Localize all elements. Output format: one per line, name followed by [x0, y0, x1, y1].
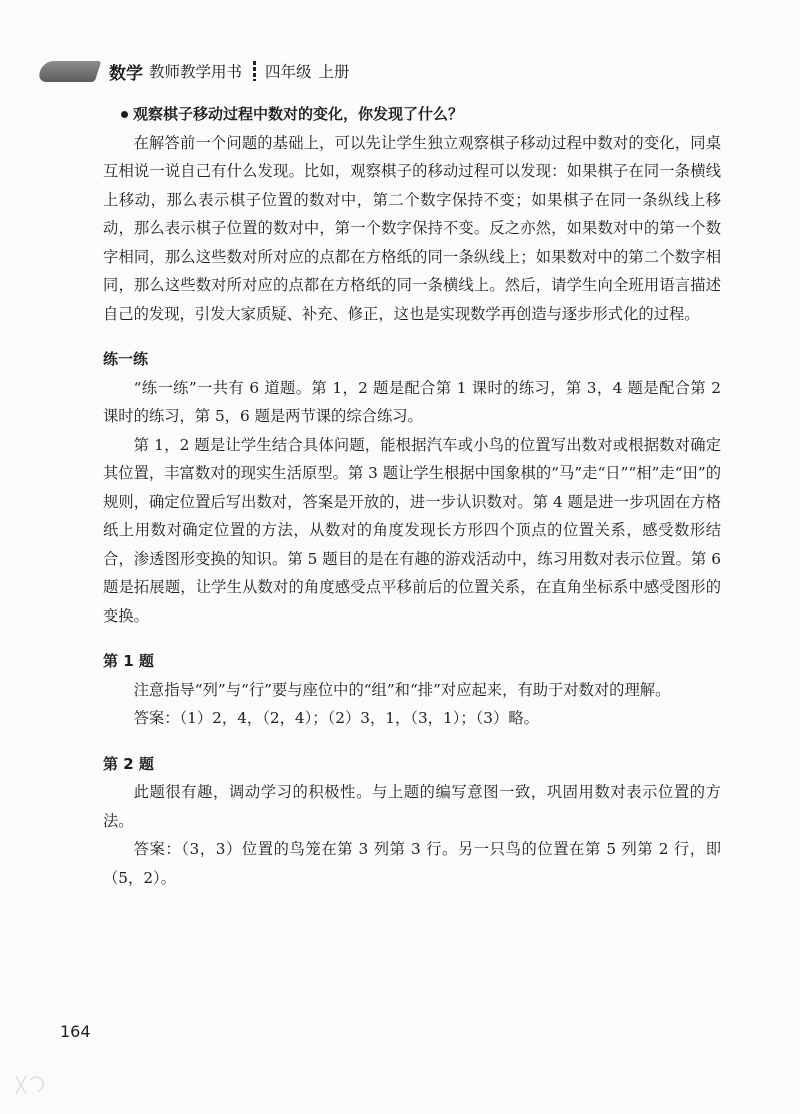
q1-answer: 答案：（1）2，4，（2，4）；（2）3，1，（3，1）；（3）略。: [133, 709, 539, 727]
q1-title: 第 1 题: [103, 652, 154, 670]
practice-paragraph-1: “练一练”一共有 6 道题。第 1，2 题是配合第 1 课时的练习，第 3，4 题是配合第 2 课时的练习，第 5，6 题是两节课的综合练习。: [103, 378, 721, 425]
page-number: 164: [60, 1022, 91, 1041]
running-header: [109, 57, 350, 85]
practice-title: 练一练: [103, 350, 149, 368]
q2-title: 第 2 题: [103, 754, 154, 773]
practice-paragraph-2: 第 1，2 题是让学生结合具体问题，能根据汽车或小鸟的位置写出数对或根据数对确定其位置，丰富数对的现实生活原型。第 3 题让学生根据中国象棋的“马”走“日”“相”走“田”的规则，确定位置后写出数对，答案是开放的，进一步认识数对。第 4 题是进一步巩固在方格纸上用数对确定位置的方法，从数对的角度发现长方形四个顶点的位置关系，感受数形结合，渗透图形变换的知识。第 5 题目的是在有趣的游戏活动中，练习用数对表示位置。第 6 题是拓展题，让学生从数对的角度感受点平移前后的位置关系，在直角坐标系中感受图形的变换。: [103, 435, 721, 625]
header-decoration-bar: [37, 61, 102, 82]
observe-paragraph: 在解答前一个问题的基础上，可以先让学生独立观察棋子移动过程中数对的变化，同桌互相说一说自己有什么发现。比如，观察棋子的移动过程可以发现：如果棋子在同一条横线上移动，那么表示棋子位置的数对中，第二个数字保持不变；如果棋子在同一条纵线上移动，那么表示棋子位置的数对中，第一个数字保持不变。反之亦然，如果数对中的第一个数字相同，那么这些数对所对应的点都在方格纸的同一条纵线上；如果数对中的第二个数字相同，那么这些数对所对应的点都在方格纸的同一条横线上。然后，请学生向全班用语言描述自己的发现，引发大家质疑、补充、修正，这也是实现数学再创造与逐步形式化的过程。: [103, 133, 721, 323]
header-subject: 数学: [109, 63, 143, 84]
q1-paragraph: 注意指导“列”与“行”要与座位中的“组”和“排”对应起来，有助于对数对的理解。: [133, 680, 671, 699]
watermark-logo-icon: [12, 1072, 52, 1102]
header-grade: 四年级: [265, 63, 312, 81]
header-separator: [253, 61, 256, 81]
observe-heading: 观察棋子移动过程中数对的变化，你发现了什么？: [103, 100, 721, 129]
header-book: 教师教学用书: [149, 63, 243, 81]
page-body: [103, 100, 721, 892]
q2-paragraph: 此题很有趣，调动学习的积极性。与上题的编写意图一致，巩固用数对表示位置的方法。: [103, 783, 721, 830]
q2-answer: 答案：（3，3）位置的鸟笼在第 3 列第 3 行。另一只鸟的位置在第 5 列第 2 行，即（5，2）。: [103, 840, 721, 887]
header-volume: 上册: [318, 63, 350, 81]
